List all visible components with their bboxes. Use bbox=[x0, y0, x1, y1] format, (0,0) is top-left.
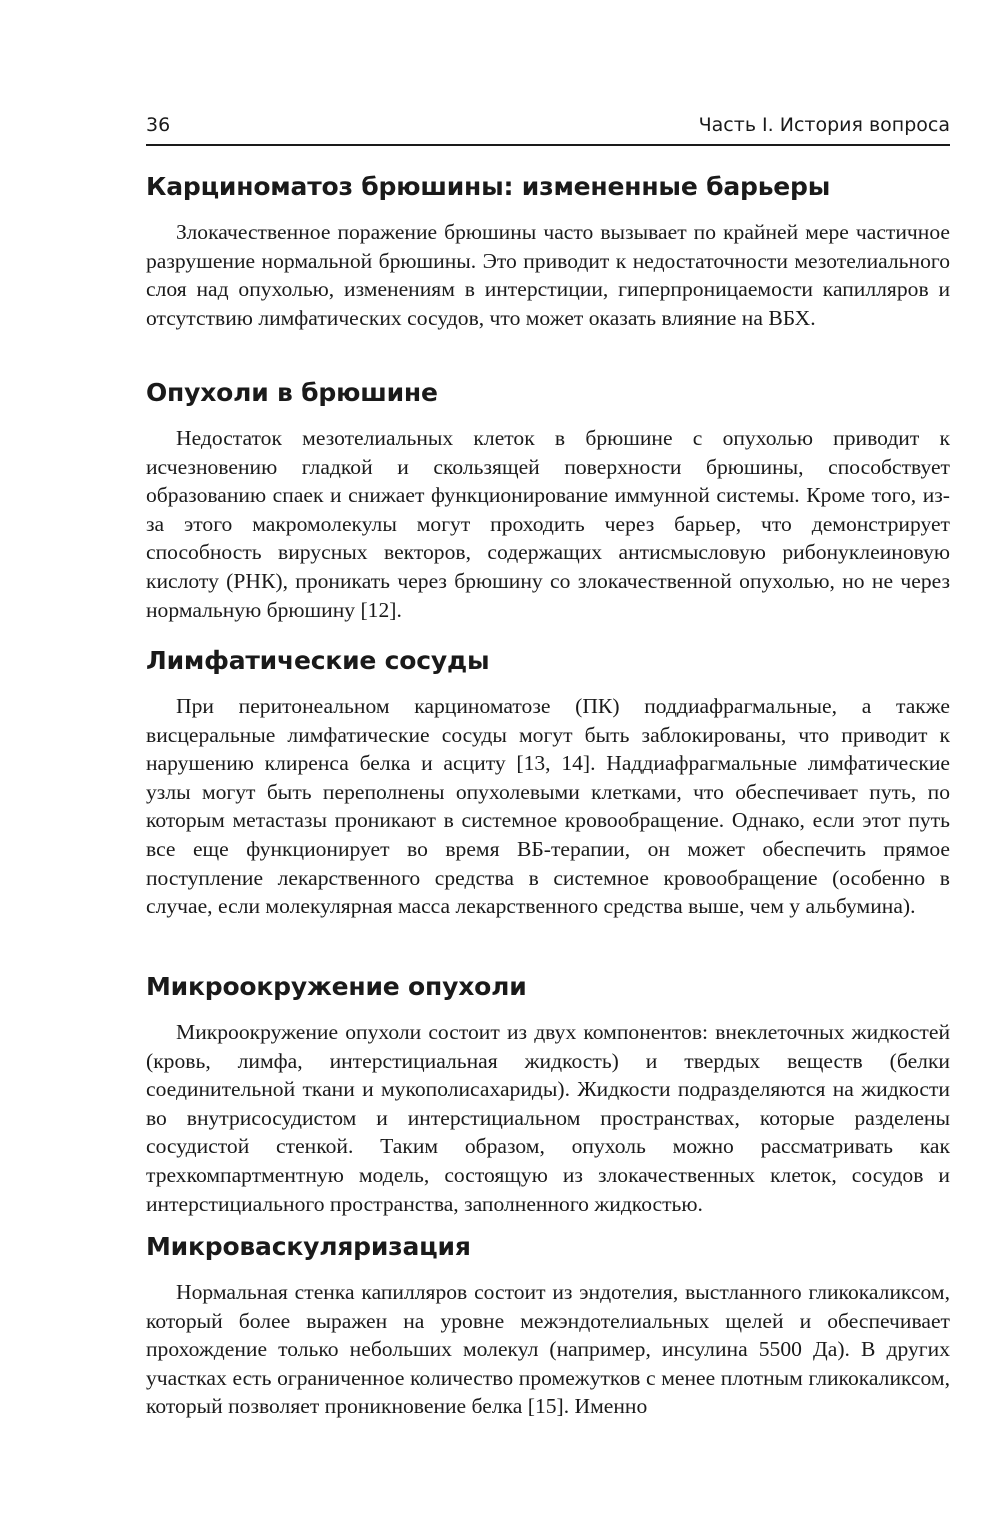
section-paragraph: Нормальная стенка капилляров состоит из эндотелия, выстланного гликокаликсом, который более выражен на уровне межэндотелиальных щелей и обеспечивает прохождение только небольших молекул (например, инсулина 5500 Да). В других участках есть ограниченное количество промежутков с менее плотным гликокаликсом, который позволяет проникновение белка [15]. Именно bbox=[146, 1280, 950, 1419]
page-header bbox=[146, 110, 950, 146]
section-heading: Опухоли в брюшине bbox=[146, 378, 438, 407]
section-heading: Микроваскуляризация bbox=[146, 1232, 471, 1261]
section-paragraph: Злокачественное поражение брюшины часто вызывает по крайней мере частичное разрушение нормальной брюшины. Это приводит к недостаточности мезотелиального слоя над опухолью, изменениям в интерстиции, гиперпроницаемости капилляров и отсутствию лимфатических сосудов, что может оказать влияние на ВБХ. bbox=[146, 220, 950, 330]
section-heading: Карциноматоз брюшины: измененные барьеры bbox=[146, 172, 831, 201]
section-lymphatic-vessels bbox=[146, 644, 950, 921]
section-tumors-in-peritoneum bbox=[146, 376, 950, 624]
section-microvascularization bbox=[146, 1230, 950, 1421]
section-tumor-microenvironment bbox=[146, 970, 950, 1218]
section-peritoneal-carcinomatosis bbox=[146, 170, 950, 332]
section-paragraph: Микроокружение опухоли состоит из двух компонентов: внеклеточных жидкостей (кровь, лимфа, интерстициальная жидкость) и твердых веществ (белки соединительной ткани и мукополисахариды). Жидкости подразделяются на жидкости во внутрисосудистом и интерстициальном пространствах, которые разделены сосудистой стенкой. Таким образом, опухоль можно рассматривать как трехкомпартментную модель, состоящую из злокачественных клеток, сосудов и интерстициального пространства, заполненного жидкостью. bbox=[146, 1020, 950, 1216]
section-paragraph: При перитонеальном карциноматозе (ПК) поддиафрагмальные, а также висцеральные лимфатические сосуды могут быть заблокированы, что приводит к нарушению клиренса белка и асциту [13, 14]. Наддиафрагмальные лимфатические узлы могут быть переполнены опухолевыми клетками, что обеспечивает путь, по которым метастазы проникают в системное кровообращение. Однако, если этот путь все еще функционирует во время ВБ-терапии, он может обеспечить прямое поступление лекарственного средства в системное кровообращение (особенно в случае, если молекулярная масса лекарственного средства выше, чем у альбумина). bbox=[146, 694, 950, 919]
running-title: Часть I. История вопроса bbox=[698, 114, 950, 136]
section-paragraph: Недостаток мезотелиальных клеток в брюшине с опухолью приводит к исчезновению гладкой и скользящей поверхности брюшины, способствует образованию спаек и снижает функционирование иммунной системы. Кроме того, из-за этого макромолекулы могут проходить через барьер, что демонстрирует способность вирусных векторов, содержащих антисмысловую рибонуклеиновую кислоту (РНК), проникать через брюшину со злокачественной опухолью, но не через нормальную брюшину [12]. bbox=[146, 426, 950, 622]
page-number: 36 bbox=[146, 114, 171, 136]
section-heading: Лимфатические сосуды bbox=[146, 646, 490, 675]
section-heading: Микроокружение опухоли bbox=[146, 972, 527, 1001]
